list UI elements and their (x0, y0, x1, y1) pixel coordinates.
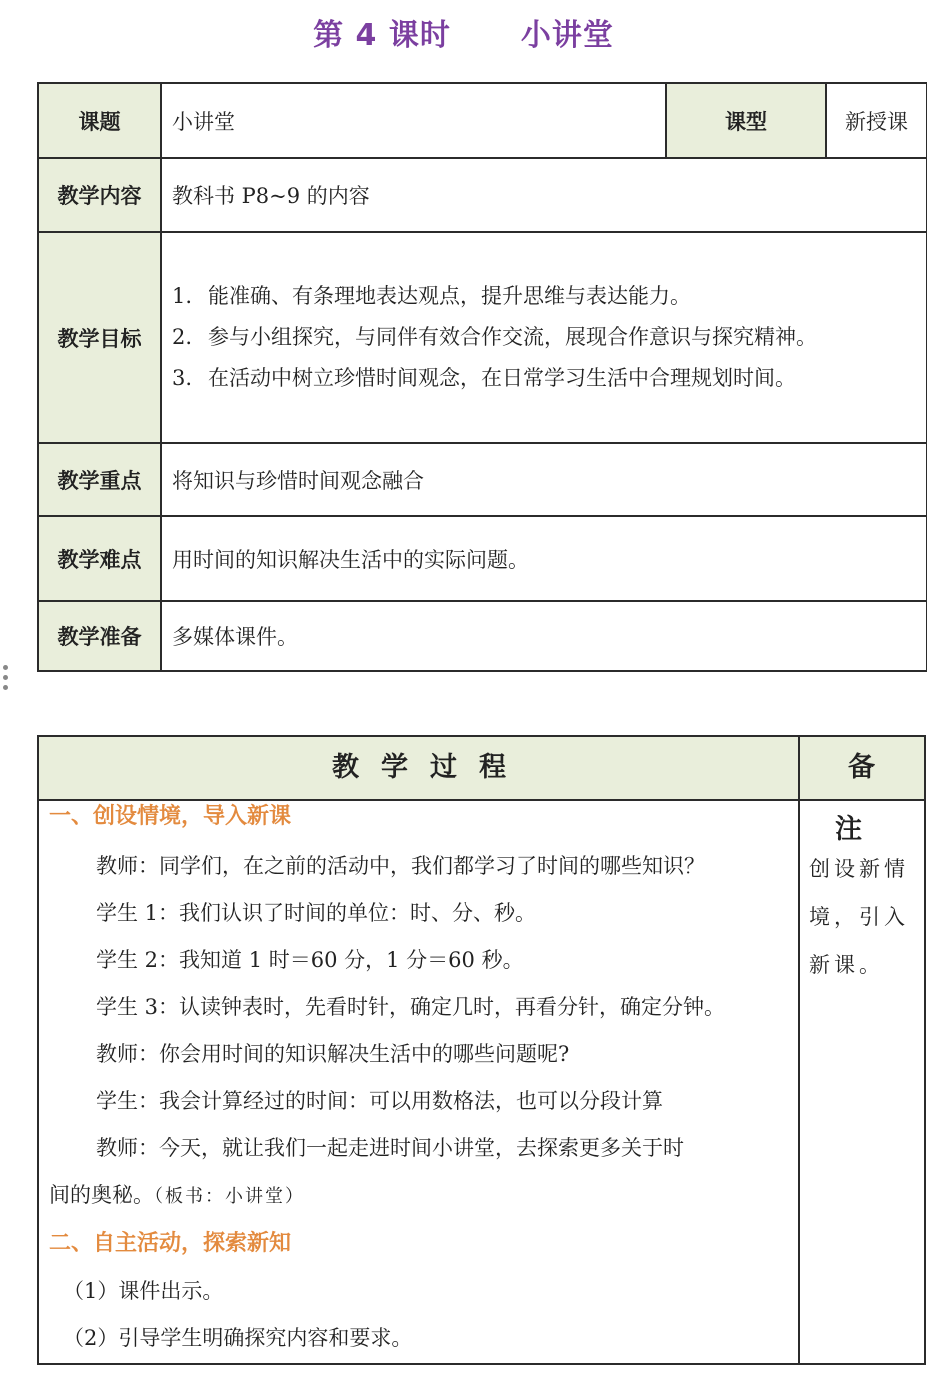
process-header-note: 备注 (835, 752, 901, 845)
dialogue-line: 学生：我会计算经过的时间：可以用数格法，也可以分段计算 (96, 1089, 663, 1113)
goals-list (161, 232, 927, 443)
section-title-2: 二、自主活动，探索新知 (49, 1231, 292, 1256)
section-title-1: 一、创设情境，导入新课 (49, 804, 292, 829)
dialogue-line: 教师：同学们，在之前的活动中，我们都学习了时间的哪些知识？ (96, 854, 705, 878)
dialogue-line: 学生 3：认读钟表时，先看时针，确定几时，再看分针，确定分钟。 (96, 995, 726, 1019)
dialogue-line: 学生 2：我知道 1 时＝60 分，1 分＝60 秒。 (96, 948, 524, 972)
teaching-process-table (37, 735, 926, 1365)
note-line: 创设新情 (809, 857, 909, 881)
lesson-name: 小讲堂 (520, 18, 614, 53)
prep-value: 多媒体课件。 (161, 601, 927, 671)
page-title (0, 10, 927, 54)
process-content (49, 801, 794, 1362)
key-label: 教学重点 (38, 443, 161, 516)
step-item: （1）课件出示。 (63, 1279, 224, 1303)
difficulty-value: 用时间的知识解决生活中的实际问题。 (161, 516, 927, 601)
info-row-goals (38, 232, 927, 443)
column-divider (798, 737, 800, 1363)
info-row-content (38, 158, 927, 232)
lesson-number: 第 4 课时 (313, 18, 451, 53)
goal-item: 2. 参与小组探究，与同伴有效合作交流，展现合作意识与探究精神。 (172, 325, 817, 349)
process-header-main: 教学过程 (332, 752, 528, 783)
info-row-key (38, 443, 927, 516)
content-value: 教科书 P8~9 的内容 (161, 158, 927, 232)
goals-label: 教学目标 (38, 232, 161, 443)
dialogue-line: 教师：你会用时间的知识解决生活中的哪些问题呢? (96, 1042, 570, 1066)
dialogue-line-continued: 间的奥秘。（板书：小讲堂） (49, 1183, 305, 1207)
info-row-difficulty (38, 516, 927, 601)
topic-label: 课题 (38, 83, 161, 158)
board-note: （板书：小讲堂） (154, 1186, 305, 1207)
more-options-icon[interactable] (3, 665, 9, 695)
note-line: 境，引入 (809, 905, 909, 929)
info-row-prep (38, 601, 927, 671)
key-value: 将知识与珍惜时间观念融合 (161, 443, 927, 516)
topic-value: 小讲堂 (161, 83, 666, 158)
goal-item: 1. 能准确、有条理地表达观点，提升思维与表达能力。 (172, 284, 691, 308)
process-notes (809, 845, 917, 989)
type-label: 课型 (666, 83, 826, 158)
goal-item: 3. 在活动中树立珍惜时间观念，在日常学习生活中合理规划时间。 (172, 366, 796, 390)
difficulty-label: 教学难点 (38, 516, 161, 601)
prep-label: 教学准备 (38, 601, 161, 671)
content-label: 教学内容 (38, 158, 161, 232)
lesson-info-table (37, 82, 927, 672)
step-item: （2）引导学生明确探究内容和要求。 (63, 1326, 413, 1350)
dialogue-line: 教师：今天，就让我们一起走进时间小讲堂，去探索更多关于时 (96, 1136, 684, 1160)
info-row-topic (38, 83, 927, 158)
type-value: 新授课 (826, 83, 927, 158)
dialogue-line: 学生 1：我们认识了时间的单位：时、分、秒。 (96, 901, 537, 925)
note-line: 新课。 (809, 953, 884, 977)
